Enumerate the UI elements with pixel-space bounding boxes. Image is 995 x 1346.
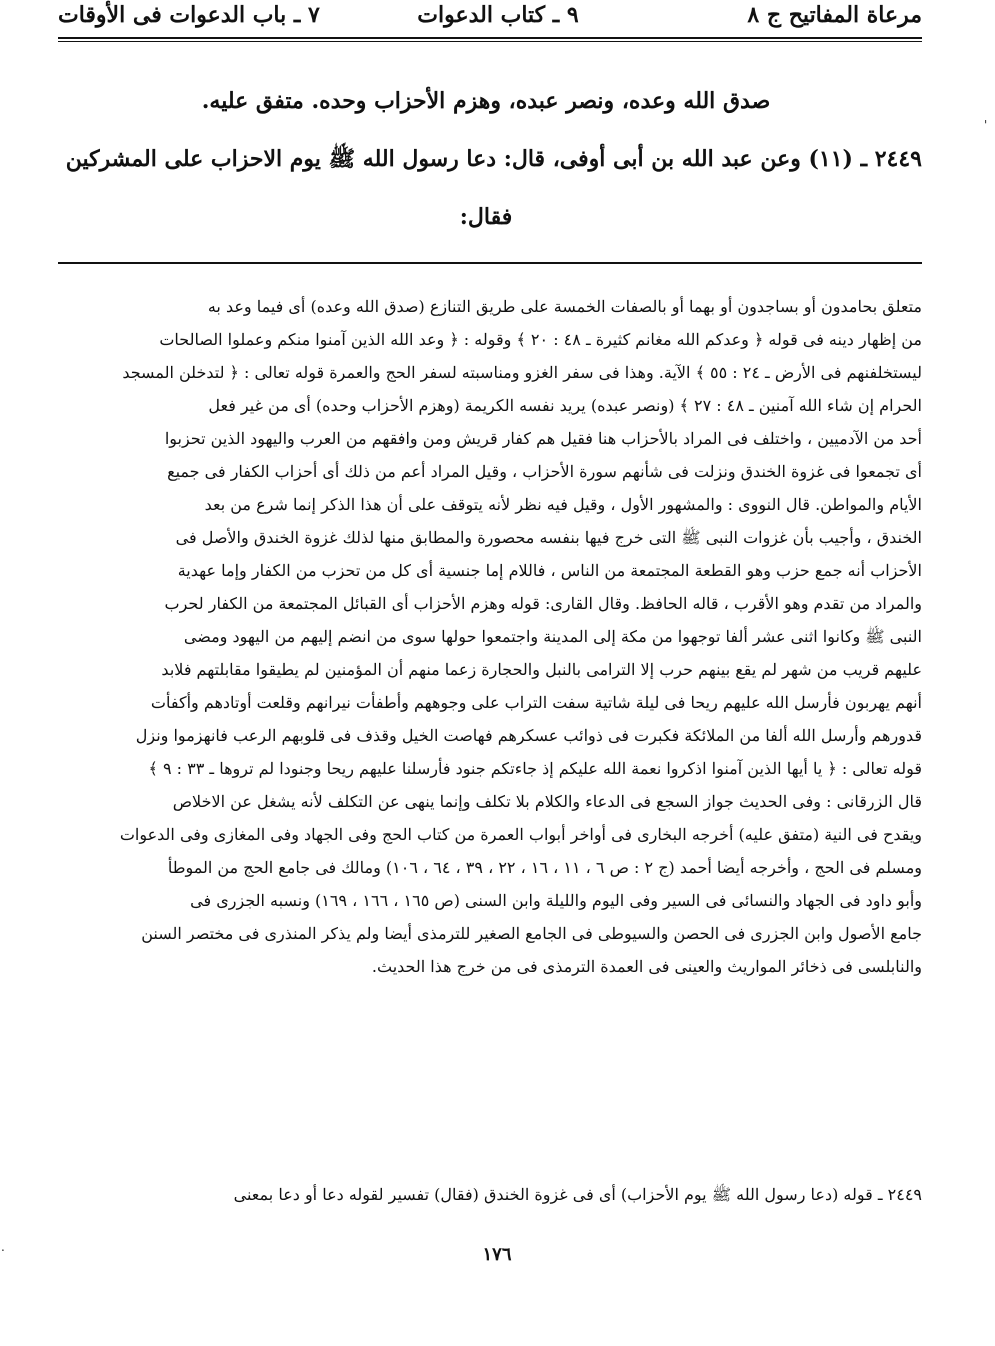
commentary-line: الخندق ، وأجيب بأن غزوات النبى ﷺ التى خرج فيها بنفسه محصورة والمطابق منها لذلك غزوة الخندق والأصل فى <box>175 528 922 547</box>
commentary-line: متعلق بحامدون أو بساجدون أو بهما أو بالصفات الخمسة على طريق التنازع (صدق الله وعده) أى فيما وعد به <box>207 297 922 316</box>
margin-speck: ' <box>984 118 988 132</box>
page-number: ١٧٦ <box>482 1244 512 1265</box>
commentary-line: الحرام إن شاء الله آمنين ـ ٤٨ : ٢٧ ﴾ (ونصر عبده) يريد نفسه الكريمة (وهزم الأحزاب وحده) أى من غير فعل <box>208 396 922 415</box>
commentary-line: النبى ﷺ وكانوا اثنى عشر ألفا توجهوا من مكة إلى المدينة واجتمعوا حولها سوى من انضم إليهم من اليهود ومضى <box>183 627 922 646</box>
footnote-line: ٢٤٤٩ ـ قوله (دعا رسول الله ﷺ يوم الأحزاب) أى فى غزوة الخندق (فقال) تفسير لقوله دعا أو دعا بمعنى <box>233 1185 922 1204</box>
commentary-line: جامع الأصول وابن الجزرى فى الحصن والسيوطى فى الجامع الصغير للترمذى أيضا ولم يذكر المنذرى فى مختصر السنن <box>141 924 922 943</box>
commentary-line: الأيام والمواطن. قال النووى : والمشهور الأول ، وقيل فيه نظر لأنه يتوقف على أن هذا الذكر إنما شرع من بعد <box>204 495 922 514</box>
commentary-line: ويقدح فى النية (متفق عليه) أخرجه البخارى فى أواخر أبواب العمرة من كتاب الحج وفى الجهاد وفى المغازى وفى الدعوات <box>119 825 922 844</box>
commentary-line: وأبو داود فى الجهاد والنسائى فى السير وفى اليوم والليلة وابن السنى (ص ١٦٥ ، ١٦٦ ، ١٦٩) ونسبه الجزرى فى <box>190 891 922 910</box>
hadith-text-line-1: صدق الله وعده، ونصر عبده، وهزم الأحزاب وحده. متفق عليه. <box>201 88 771 114</box>
running-title-chapter: ٩ ـ كتاب الدعوات <box>417 2 579 28</box>
margin-speck: . <box>1 1240 5 1254</box>
header-divider-thin <box>58 41 922 42</box>
commentary-line: قدورهم وأرسل الله ألفا من الملائكة فكبرت فى ذوائب عسكرهم فهاصت الخيل وقذف فى قلوبهم الرعب فانهزموا ونزل <box>135 726 922 745</box>
page-header <box>58 0 922 36</box>
hadith-text-line-3: فقال: <box>459 204 513 230</box>
running-title-book: مرعاة المفاتيح ج ٨ <box>747 2 922 28</box>
commentary-block <box>62 290 922 983</box>
commentary-line: أنهم يهربون فأرسل الله عليهم ريحا فى ليلة شاتية سفت التراب على وجوههم وأطفأت نيرانهم وقلعت أوتادهم وأكفأت <box>150 693 922 712</box>
commentary-line: الأحزاب أنه جمع حزب وهو القطعة المجتمعة من الناس ، فاللام إما جنسية أى كل من تحزب من الكفار وإما عهدية <box>177 561 922 580</box>
hadith-text-line-2: ٢٤٤٩ ـ (١١) وعن عبد الله بن أبى أوفى، قال: دعا رسول الله ﷺ يوم الاحزاب على المشركين <box>65 146 922 172</box>
commentary-line: أحد من الآدميين ، واختلف فى المراد بالأحزاب هنا فقيل هم كفار قريش ومن وافقهم من العرب واليهود الذين تحزبوا <box>164 429 922 448</box>
commentary-line: قال الزرقانى : وفى الحديث جواز السجع فى الدعاء والكلام بلا تكلف وإنما ينهى عن التكلف لأنه يشغل عن الاخلاص <box>172 792 922 811</box>
header-divider <box>58 37 922 39</box>
commentary-line: والمراد من تقدم وهو الأقرب ، قاله الحافظ. وقال القارى: قوله وهزم الأحزاب أى القبائل المجتمعة من الكفار لحرب <box>164 594 922 613</box>
commentary-line: قوله تعالى : ﴿ يا أيها الذين آمنوا اذكروا نعمة الله عليكم إذ جاءتكم جنود فأرسلنا عليهم ريحا وجنودا لم تروها ـ ٣٣ : ٩ ﴾ <box>148 759 922 778</box>
text-commentary-divider <box>58 262 922 264</box>
commentary-line: من إظهار دينه فى قوله ﴿ وعدكم الله مغانم كثيرة ـ ٤٨ : ٢٠ ﴾ وقوله : ﴿ وعد الله الذين آمنوا منكم وعملوا الصالحات <box>159 330 922 349</box>
commentary-line: والنابلسى فى ذخائر المواريث والعينى فى العمدة الترمذى فى من خرج هذا الحديث. <box>371 957 922 976</box>
commentary-line: ومسلم فى الحج ، وأخرجه أيضا أحمد (ج ٢ : ص ٦ ، ١١ ، ١٦ ، ٢٢ ، ٣٩ ، ٦٤ ، ١٠٦) ومالك فى جامع الحج من الموطأ <box>167 858 922 877</box>
commentary-line: أى تجمعوا فى غزوة الخندق ونزلت فى شأنهم سورة الأحزاب ، وقيل المراد أعم من ذلك أى أحزاب الكفار فى جميع <box>167 462 922 481</box>
commentary-line: عليهم قريب من شهر لم يقع بينهم حرب إلا الترامى بالنبل والحجارة زعما منهم أن المؤمنين لم يطيقوا مقابلتهم فلابد <box>161 660 922 679</box>
commentary-line: ليستخلفنهم فى الأرض ـ ٢٤ : ٥٥ ﴾ الآية. وهذا فى سفر الغزو ومناسبته لسفر الحج والعمرة قوله تعالى : ﴿ لتدخلن المسجد <box>122 363 922 382</box>
running-title-section: ٧ ـ باب الدعوات فى الأوقات <box>58 2 320 28</box>
